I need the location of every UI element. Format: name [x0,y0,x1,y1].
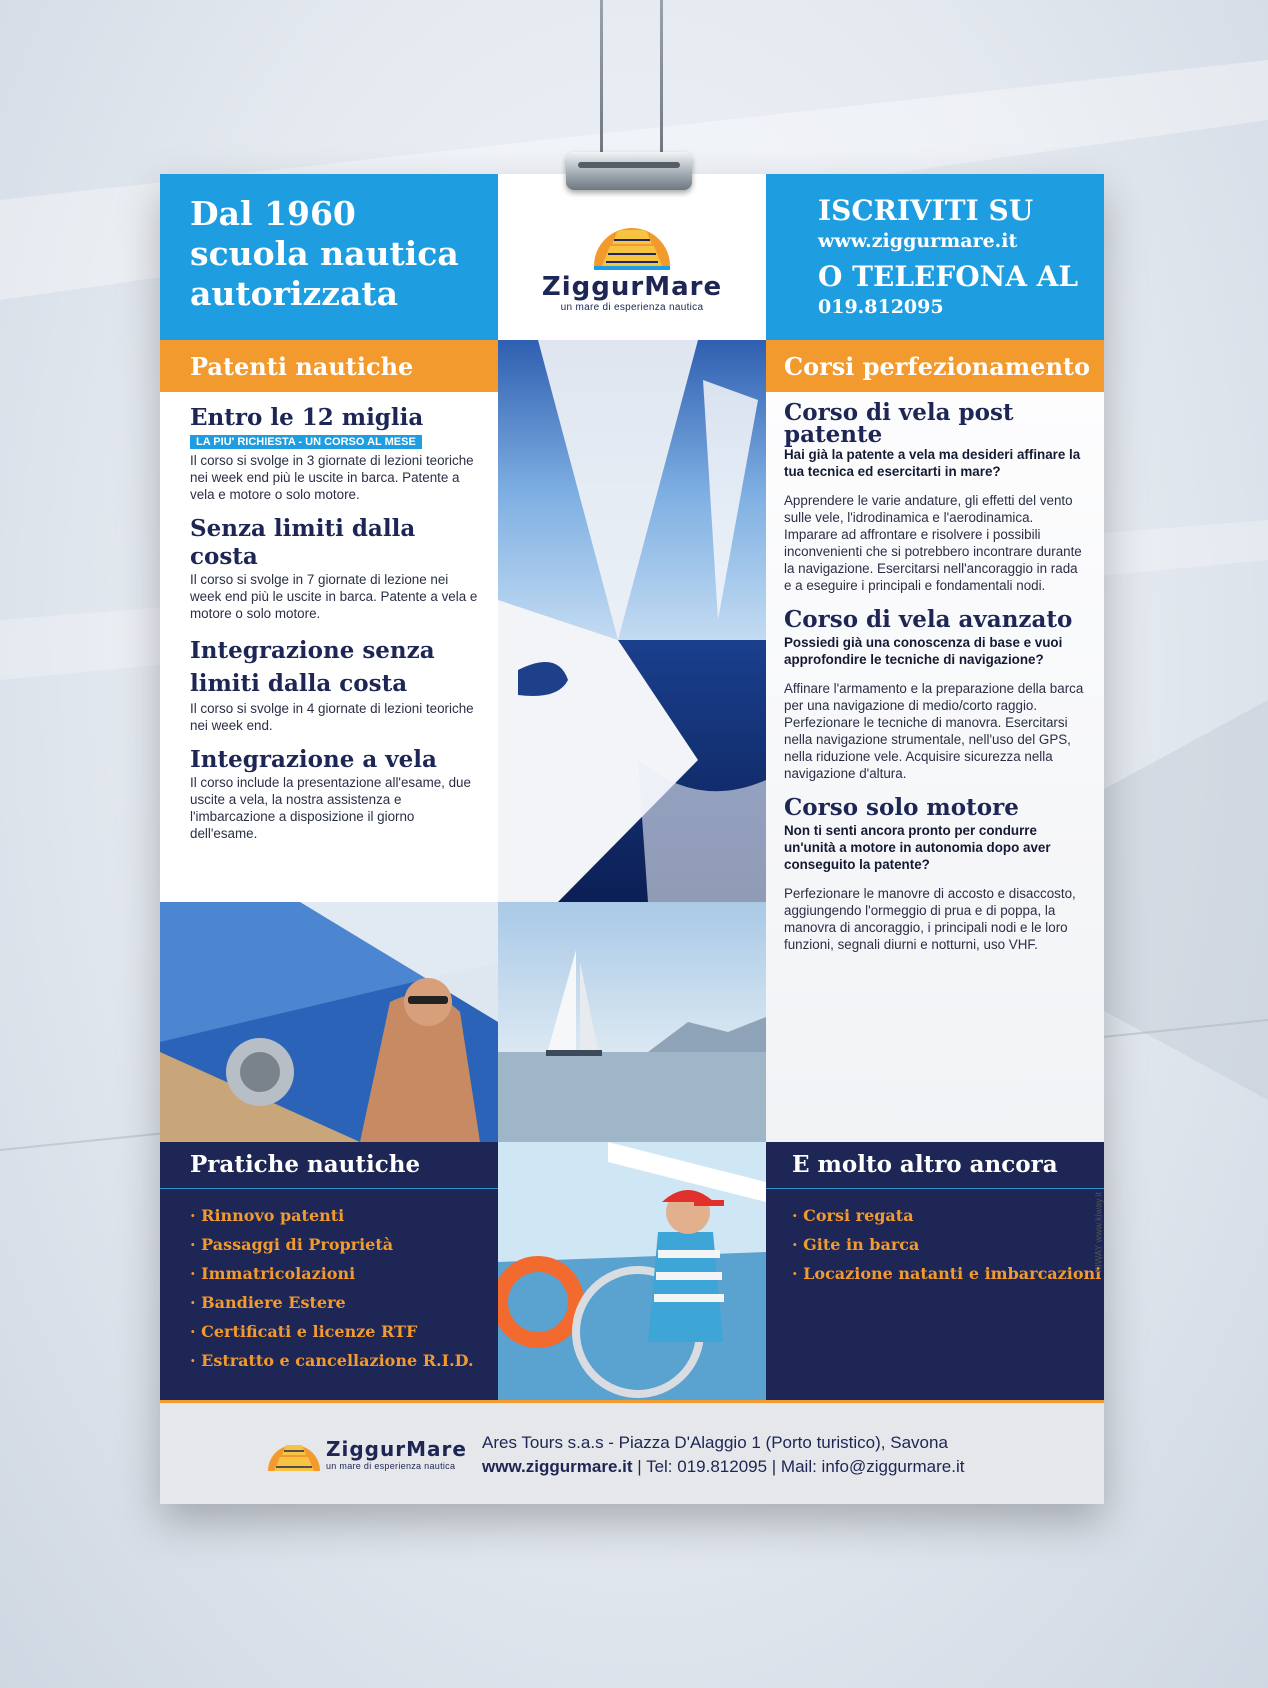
corso-question: Possiedi già una conoscenza di base e vuoi approfondire le tecniche di navigazione? [784,635,1063,667]
binder-clip [566,152,692,190]
altro-panel [766,1142,1104,1400]
contact-panel [766,174,1104,340]
corso-heading: Corso solo motore [784,794,1019,821]
list-item: · Rinnovo patenti [190,1201,498,1230]
footer [160,1400,1104,1504]
patente-item [190,634,480,734]
corso-description: Apprendere le varie andature, gli effetti del vento sulle vele, l'idrodinamica e l'aerodinamica. Imparare ad affrontare e risolvere i possibili inconvenienti che si potrebbero incontrare durante la navigazione. Esercitarsi nell'ancoraggio in rada e a eseguire i principali e fondamentali nodi. [784,493,1082,593]
winch-sailor-photo [160,902,498,1142]
patente-description: Il corso si svolge in 4 giornate di lezioni teoriche nei week end. [190,701,474,733]
patente-description: Il corso si svolge in 7 giornate di lezione nei week end più le uscite in barca. Patente a vela e motore o solo motore. [190,572,478,621]
hero-line-3: autorizzata [190,274,399,313]
patente-heading: Integrazione senza limiti dalla costa [190,637,435,697]
hanging-wire-left [600,0,603,160]
logo-wordmark: ZiggurMare [541,272,723,302]
footer-address: Ares Tours s.a.s - Piazza D'Alaggio 1 (Porto turistico), Savona [482,1433,948,1452]
list-item: · Immatricolazioni [190,1259,498,1288]
hero-panel [160,174,498,340]
distant-sailboat-photo [498,902,766,1142]
corso-heading: Corso di vela post patente [784,399,1014,448]
corso-question: Hai già la patente a vela ma desideri affinare la tua tecnica ed esercitarti in mare? [784,447,1081,479]
corso-description: Affinare l'armamento e la preparazione della barca per una navigazione di medio/corto raggio. Perfezionare le tecniche di manovra. Esercitarsi nella navigazione strumentale, nell'uso del GPS, nella riduzione vele. Acquisire sicurezza nella navigazione d'altura. [784,681,1084,781]
sailboat-photo [498,340,766,902]
patente-item [190,392,480,503]
logo-tagline: un mare di esperienza nautica [560,302,704,313]
patente-description: Il corso si svolge in 3 giornate di lezioni teoriche nei week end più le uscite in barca. Patente a vela e motore o solo motore. [190,453,474,502]
section-title-patenti: Patenti nautiche [160,340,498,392]
hero-line-2: scuola nautica [190,234,459,273]
popular-badge: LA PIU' RICHIESTA - UN CORSO AL MESE [190,435,422,449]
corso-item [784,794,1084,953]
pratiche-list [190,1201,498,1375]
patente-item [190,515,480,622]
patente-heading: Entro le 12 miglia [190,404,424,431]
footer-tel-mail: | Tel: 019.812095 | Mail: info@ziggurmare.it [632,1457,965,1476]
contact-url[interactable]: www.ziggurmare.it [818,230,1018,252]
corso-item [784,606,1084,782]
list-item: · Locazione natanti e imbarcazioni [792,1259,1104,1288]
contact-heading-2: O TELEFONA AL [818,260,1079,293]
altro-list [792,1201,1104,1288]
section-title-pratiche: Pratiche nautiche [160,1142,498,1189]
patente-heading: Senza limiti dalla costa [190,515,416,570]
contact-heading-1: ISCRIVITI SU [818,194,1034,227]
list-item: · Certificati e licenze RTF [190,1317,498,1346]
footer-logo-wordmark: ZiggurMare [326,1437,467,1461]
section-title-altro: E molto altro ancora [766,1142,1104,1189]
ziggurat-logo-icon [264,1431,324,1475]
corso-item [784,399,1084,594]
list-item: · Corsi regata [792,1201,1104,1230]
pratiche-panel [160,1142,498,1400]
patente-description: Il corso include la presentazione all'esame, due uscite a vela, la nostra assistenza e l'imbarcazione a disposizione il giorno dell'esame. [190,775,471,841]
patente-item [190,746,480,842]
hero-line-1: Dal 1960 [190,194,356,233]
list-item: · Bandiere Estere [190,1288,498,1317]
footer-url[interactable]: www.ziggurmare.it [482,1457,633,1476]
footer-logo-tagline: un mare di esperienza nautica [326,1461,456,1471]
contact-phone[interactable]: 019.812095 [818,296,944,318]
section-title-corsi: Corsi perfezionamento [766,340,1104,392]
corso-heading: Corso di vela avanzato [784,606,1073,633]
designer-credit: KIWAY www.kiway.it [1094,1192,1104,1273]
child-at-helm-photo [498,1142,766,1400]
logo-panel [498,174,766,340]
flyer [160,174,1104,1504]
corso-description: Perfezionare le manovre di accosto e disaccosto, aggiungendo l'ormeggio di prua e di poppa, la manovra di ancoraggio, i principali nodi e le loro funzioni, segnali diurni e notturni, uso VHF. [784,886,1076,952]
footer-contacts [482,1457,964,1477]
list-item: · Gite in barca [792,1230,1104,1259]
list-item: · Passaggi di Proprietà [190,1230,498,1259]
list-item: · Estratto e cancellazione R.I.D. [190,1346,498,1375]
corso-question: Non ti senti ancora pronto per condurre un'unità a motore in autonomia dopo aver conseguito la patente? [784,823,1051,872]
patente-heading: Integrazione a vela [190,746,437,773]
hanging-wire-right [660,0,663,160]
